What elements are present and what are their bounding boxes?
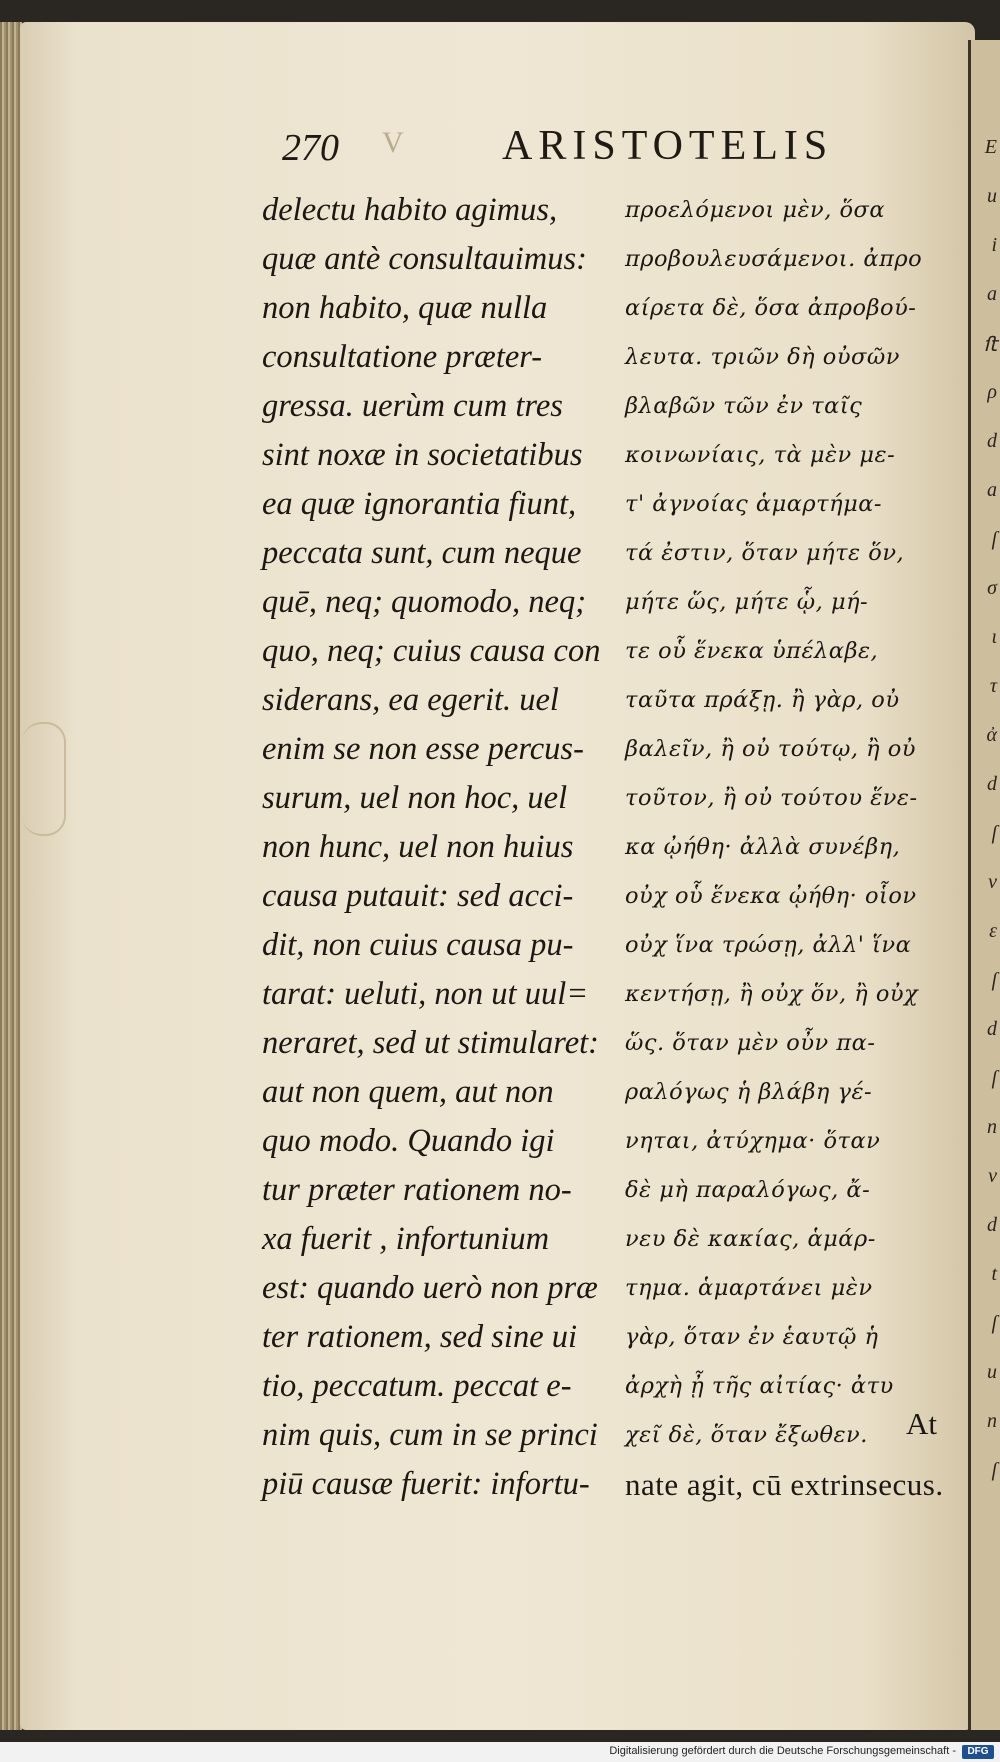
greek-text-line: τά ἐστιν, ὅταν μήτε ὅν,	[625, 540, 905, 566]
facing-page-glyph: u	[987, 185, 997, 207]
facing-page-glyph: d	[987, 773, 997, 795]
latin-text-line: non habito, quæ nulla	[262, 290, 548, 326]
greek-text-line: τ' ἀγνοίας ἁμαρτήμα-	[625, 491, 883, 517]
latin-text-line: neraret, sed ut stimularet:	[262, 1025, 599, 1061]
greek-text-line: μήτε ὥς, μήτε ᾧ, μή-	[625, 589, 869, 615]
facing-page-glyph: d	[987, 1018, 997, 1040]
greek-text-line: κα ᾠήθη· ἀλλὰ συνέβη,	[625, 834, 901, 860]
greek-text-line: δὲ μὴ παραλόγως, ἄ-	[625, 1177, 871, 1203]
footer-credit: Digitalisierung gefördert durch die Deutsche Forschungsgemeinschaft -	[609, 1745, 956, 1757]
facing-page-glyph: ε	[989, 920, 997, 942]
page-tab-mark	[22, 722, 66, 836]
facing-page-glyph: ι	[991, 626, 997, 648]
catchword: At	[906, 1406, 937, 1441]
facing-page-glyph: t	[991, 1263, 997, 1285]
footer-bar	[0, 1742, 1000, 1762]
latin-text-line: ter rationem, sed sine ui	[262, 1319, 578, 1355]
greek-text-line: ταῦτα πράξῃ. ἢ γὰρ, οὐ	[625, 687, 900, 713]
latin-text-line: quo modo. Quando igi	[262, 1123, 555, 1159]
facing-page-glyph: u	[987, 1361, 997, 1383]
latin-text-line: quæ antè consultauimus:	[262, 241, 587, 277]
greek-text-line: nate agit, cū extrinsecus.	[625, 1467, 944, 1502]
greek-text-line: γὰρ, ὅταν ἐν ἑαυτῷ ἡ	[625, 1324, 879, 1350]
facing-page-glyph: a	[987, 479, 997, 501]
greek-text-line: οὐχ ἵνα τρώσῃ, ἀλλ' ἵνα	[625, 932, 912, 958]
running-head	[282, 122, 942, 174]
facing-page-strip	[968, 40, 1000, 1730]
facing-page-glyph: i	[991, 234, 997, 256]
latin-text-line: siderans, ea egerit. uel	[262, 682, 559, 718]
facing-page-glyph: ν	[988, 871, 997, 893]
greek-column	[625, 186, 955, 1509]
latin-text-line: sint noxæ in societatibus	[262, 437, 583, 473]
latin-text-line: causa putauit: sed acci-	[262, 878, 574, 914]
latin-text-line: enim se non esse percus-	[262, 731, 584, 767]
greek-text-line: ὥς. ὅταν μὲν οὖν πα-	[625, 1030, 876, 1056]
latin-text-line: surum, uel non hoc, uel	[262, 780, 568, 816]
facing-page-glyph: d	[987, 1214, 997, 1236]
greek-text-line: λευτα. τριῶν δὴ οὐσῶν	[625, 344, 900, 370]
greek-text-line: τημα. ἁμαρτάνει μὲν	[625, 1275, 873, 1301]
facing-page-glyph: n	[987, 1410, 997, 1432]
latin-text-line: piū causæ fuerit: infortu-	[262, 1466, 590, 1502]
page-number: 270	[282, 127, 339, 169]
latin-text-line: aut non quem, aut non	[262, 1074, 554, 1110]
greek-text-line: προελόμενοι μὲν, ὅσα	[625, 197, 886, 223]
latin-text-line: delectu habito agimus,	[262, 192, 558, 228]
facing-page-glyph: d	[987, 430, 997, 452]
greek-text-line: βαλεῖν, ἢ οὐ τούτῳ, ἢ οὐ	[625, 736, 916, 762]
facing-page-glyph: E	[984, 136, 997, 158]
facing-page-glyph: ſ	[991, 1312, 997, 1334]
latin-text-line: non hunc, uel non huius	[262, 829, 574, 865]
facing-page-glyph: ἀ	[986, 724, 997, 746]
greek-text-line: ραλόγως ἡ βλάβη γέ-	[625, 1079, 873, 1105]
latin-text-line: ea quæ ignorantia fiunt,	[262, 486, 577, 522]
greek-text-line: κεντήσῃ, ἢ οὐχ ὅν, ἢ οὐχ	[625, 981, 919, 1007]
facing-page-glyph: a	[987, 283, 997, 305]
latin-text-line: tarat: ueluti, non ut uul=	[262, 976, 589, 1012]
facing-page-glyph: ﬅ	[983, 334, 997, 356]
latin-text-line: tio, peccatum. peccat e-	[262, 1368, 572, 1404]
latin-text-line: dit, non cuius causa pu-	[262, 927, 574, 963]
latin-text-line: nim quis, cum in se princi	[262, 1417, 598, 1453]
facing-page-glyph: τ	[989, 675, 997, 697]
facing-page-glyph: ſ	[991, 822, 997, 844]
facing-page-glyph: ſ	[991, 1067, 997, 1089]
greek-text-line: νευ δὲ κακίας, ἁμάρ-	[625, 1226, 876, 1252]
greek-text-line: αίρετα δὲ, ὅσα ἀπροβού-	[625, 295, 917, 321]
greek-text-line: τε οὗ ἕνεκα ὑπέλαβε,	[625, 638, 879, 664]
facing-page-glyph: ν	[988, 1165, 997, 1187]
greek-text-line: χεῖ δὲ, ὅταν ἔξωθεν.	[625, 1422, 868, 1448]
greek-text-line: προβουλευσάμενοι. ἀπρο	[625, 246, 923, 272]
latin-text-line: consultatione præter-	[262, 339, 543, 375]
book-title: ARISTOTELIS	[502, 123, 834, 169]
facing-page-glyph: ſ	[991, 1459, 997, 1481]
facing-page-glyph: ſ	[991, 528, 997, 550]
facing-page-glyph: ρ	[987, 381, 997, 403]
greek-text-line: νηται, ἀτύχημα· ὅταν	[625, 1128, 881, 1154]
latin-text-line: quo, neq; cuius causa con	[262, 633, 601, 669]
dfg-logo: DFG	[962, 1745, 994, 1759]
facing-page-glyph: n	[987, 1116, 997, 1138]
latin-text-line: est: quando uerò non præ	[262, 1270, 598, 1306]
greek-text-line: βλαβῶν τῶν ἐν ταῖς	[625, 393, 863, 419]
greek-text-line: κοινωνίαις, τὰ μὲν με-	[625, 442, 896, 468]
greek-text-line: οὐχ οὗ ἕνεκα ᾠήθη· οἷον	[625, 883, 917, 909]
book-page-edges	[0, 22, 22, 1730]
show-through-mark: V	[382, 126, 404, 159]
latin-text-line: xa fuerit , infortunium	[262, 1221, 550, 1257]
latin-column	[262, 186, 610, 1509]
greek-text-line: τοῦτον, ἢ οὐ τούτου ἕνε-	[625, 785, 918, 811]
facing-page-glyph: ſ	[991, 969, 997, 991]
greek-text-line: ἀρχὴ ᾖ τῆς αἰτίας· ἀτυ	[625, 1373, 894, 1399]
facing-page-glyph: σ	[987, 577, 997, 599]
latin-text-line: quē, neq; quomodo, neq;	[262, 584, 587, 620]
latin-text-line: peccata sunt, cum neque	[262, 535, 582, 571]
latin-text-line: tur præter rationem no-	[262, 1172, 572, 1208]
latin-text-line: gressa. uerùm cum tres	[262, 388, 563, 424]
